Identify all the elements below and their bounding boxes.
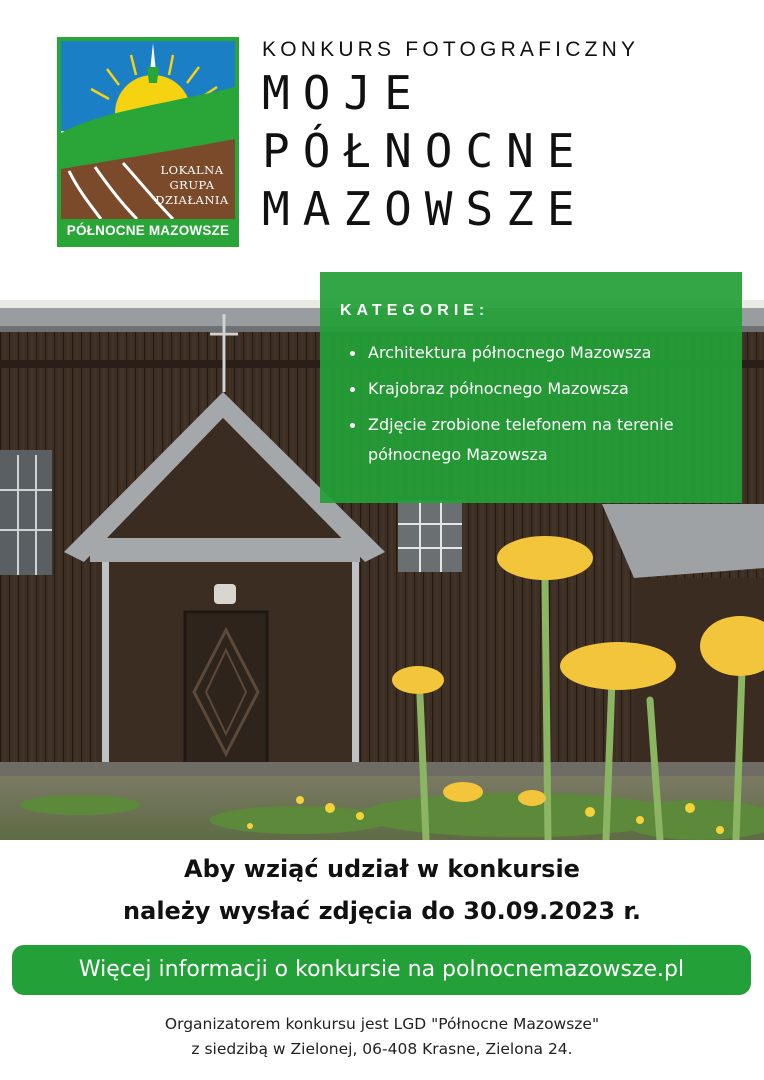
categories-title: KATEGORIE: (340, 302, 490, 319)
title-line-1: MOJE (262, 66, 425, 120)
logo-band: PÓŁNOCNE MAZOWSZE (61, 219, 235, 243)
logo-line: DZIAŁANIA (155, 193, 229, 207)
title-line-3: MAZOWSZE (262, 182, 588, 236)
category-item-line: północnego Mazowsza (368, 445, 548, 464)
lgd-logo (57, 37, 239, 247)
category-item: Architektura północnego Mazowsza (340, 338, 722, 368)
deadline-line-2: należy wysłać zdjęcia do 30.09.2023 r. (123, 897, 641, 925)
organizer-line-2: z siedzibą w Zielonej, 06-408 Krasne, Zielona 24. (191, 1040, 573, 1058)
logo-line: GRUPA (169, 178, 215, 192)
categories-list (340, 338, 722, 470)
info-bar: Więcej informacji o konkursie na polnocnemazowsze.pl (12, 945, 751, 995)
contest-kicker: KONKURS FOTOGRAFICZNY (262, 38, 640, 61)
title-line-2: PÓŁNOCNE (262, 124, 588, 178)
category-item (340, 410, 722, 470)
deadline-line-1: Aby wziąć udział w konkursie (184, 855, 580, 883)
organizer-line-1: Organizatorem konkursu jest LGD "Północne Mazowsze" (164, 1015, 600, 1033)
category-item-line: Zdjęcie zrobione telefonem na terenie (368, 415, 674, 434)
categories-panel (320, 272, 742, 503)
category-item: Krajobraz północnego Mazowsza (340, 374, 722, 404)
logo-text (147, 163, 237, 208)
logo-line: LOKALNA (160, 163, 224, 177)
